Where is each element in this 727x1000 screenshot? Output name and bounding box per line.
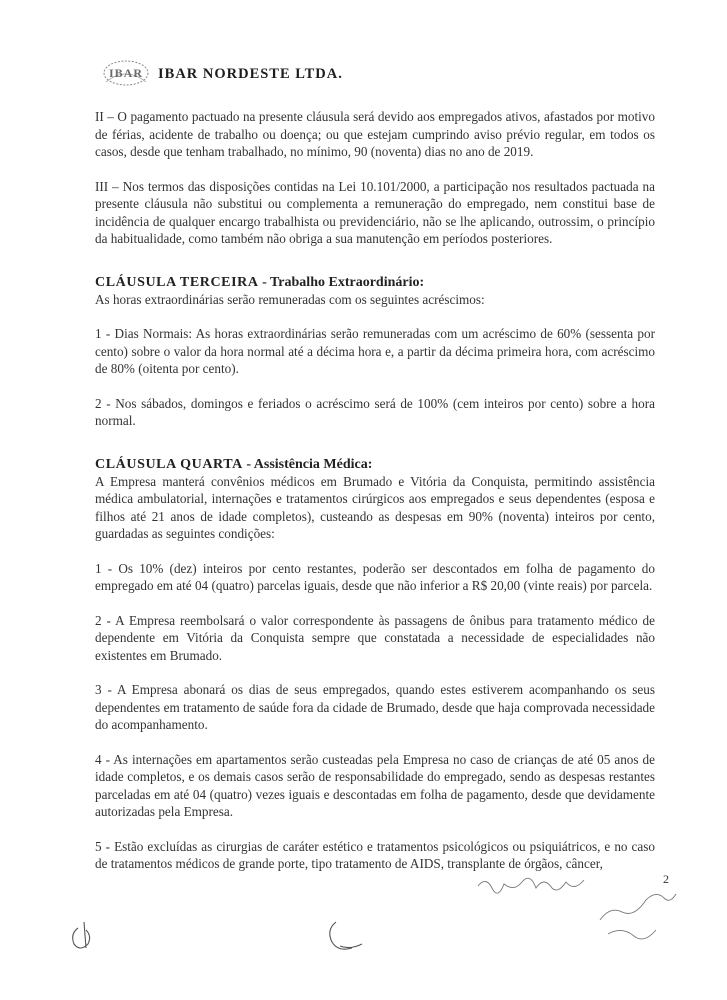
clause-four-item-2: 2 - A Empresa reembolsará o valor correspondente às passagens de ônibus para tratamento médico de dependente em Vitória da Conquista sempre que constatada a necessidade de especialidades não existentes em Brumado. — [95, 612, 655, 663]
clause-four-heading — [95, 457, 655, 473]
clause-three-item-1: 1 - Dias Normais: As horas extraordinárias serão remuneradas com um acréscimo de 60% (sessenta por cento) sobre o valor da hora normal até a décima hora e, a partir da décima primeira hora, com acréscimo de 80% (oitenta por cento). — [95, 326, 655, 376]
signature-left — [73, 922, 90, 948]
company-logo — [100, 52, 152, 92]
clause-three-intro: As horas extraordinárias serão remuneradas com os seguintes acréscimos: — [95, 291, 485, 307]
clause-three-title: CLÁUSULA TERCEIRA — [95, 274, 259, 290]
clause-four-intro: A Empresa manterá convênios médicos em Brumado e Vitória da Conquista, permitindo assistência médica ambulatorial, internações e tratamentos cirúrgicos aos empregados e seus dependentes (esposa e filhos até 21 anos de idade completos), custeando as despesas em 90% (noventa) inteiros por cento, guardadas as seguintes condições: — [95, 473, 655, 541]
clause-four-title: CLÁUSULA QUARTA — [95, 456, 243, 472]
clause-three-item-2: 2 - Nos sábados, domingos e feriados o acréscimo será de 100% (cem inteiros por cento) sobre a hora normal. — [95, 395, 655, 428]
signature-right-2 — [600, 894, 676, 939]
logo-text: IBAR — [108, 66, 144, 80]
document-body — [95, 108, 655, 873]
clause-four-item-3: 3 - A Empresa abonará os dias de seus empregados, quando estes estiverem acompanhando os seus dependentes em tratamento de saúde fora da cidade de Brumado, desde que haja comprovada necessidade do acompanhamento. — [95, 682, 655, 732]
clause-four-item-5: 5 - Estão excluídas as cirurgias de caráter estético e tratamentos psicológicos ou psiquiátricos, e no caso de tratamentos médicos de grande porte, tipo tratamento de AIDS, transplante de órgãos, câncer, — [95, 838, 655, 871]
page-number: 2 — [663, 872, 669, 886]
clause-four-item-1: 1 - Os 10% (dez) inteiros por cento restantes, poderão ser descontados em folha de pagamento do empregado em até 04 (quatro) parcelas iguais, desde que não inferior a R$ 20,00 (vinte reais) por parcela. — [95, 560, 655, 593]
clause-three-subtitle: - Trabalho Extraordinário: — [258, 274, 425, 290]
clause-four-subtitle: - Assistência Médica: — [242, 456, 373, 472]
clause-four-item-4: 4 - As internações em apartamentos serão custeadas pela Empresa no caso de crianças de até 05 anos de idade completos, e os demais casos serão de responsabilidade do empregado, sendo as despesas restantes parceladas em até 04 (quatro) vezes iguais e descontadas em folha de pagamento, desde que devidamente autorizadas pela Empresa. — [95, 751, 655, 819]
clause-three-heading — [95, 275, 655, 291]
signatures — [0, 850, 727, 1000]
letterhead — [100, 52, 620, 96]
paragraph-ii: II – O pagamento pactuado na presente cláusula será devido aos empregados ativos, afastados por motivo de férias, acidente de trabalho ou doença; ou que estejam cumprindo aviso prévio regular, em todos os casos, desde que tenham trabalhado, no mínimo, 90 (noventa) dias no ano de 2019. — [95, 109, 655, 159]
signature-center — [330, 922, 362, 949]
company-name: IBAR NORDESTE LTDA. — [158, 66, 343, 82]
paragraph-iii: III – Nos termos das disposições contidas na Lei 10.101/2000, a participação nos resultados pactuada na presente cláusula não substitui ou complementa a remuneração do empregado, nem constitui base de incidência de qualquer encargo trabalhista ou previdenciário, não se lhe aplicando, outrossim, o princípio da habitualidade, como também não obriga a sua manutenção em períodos posteriores. — [95, 178, 655, 246]
signature-right-1 — [478, 878, 584, 893]
